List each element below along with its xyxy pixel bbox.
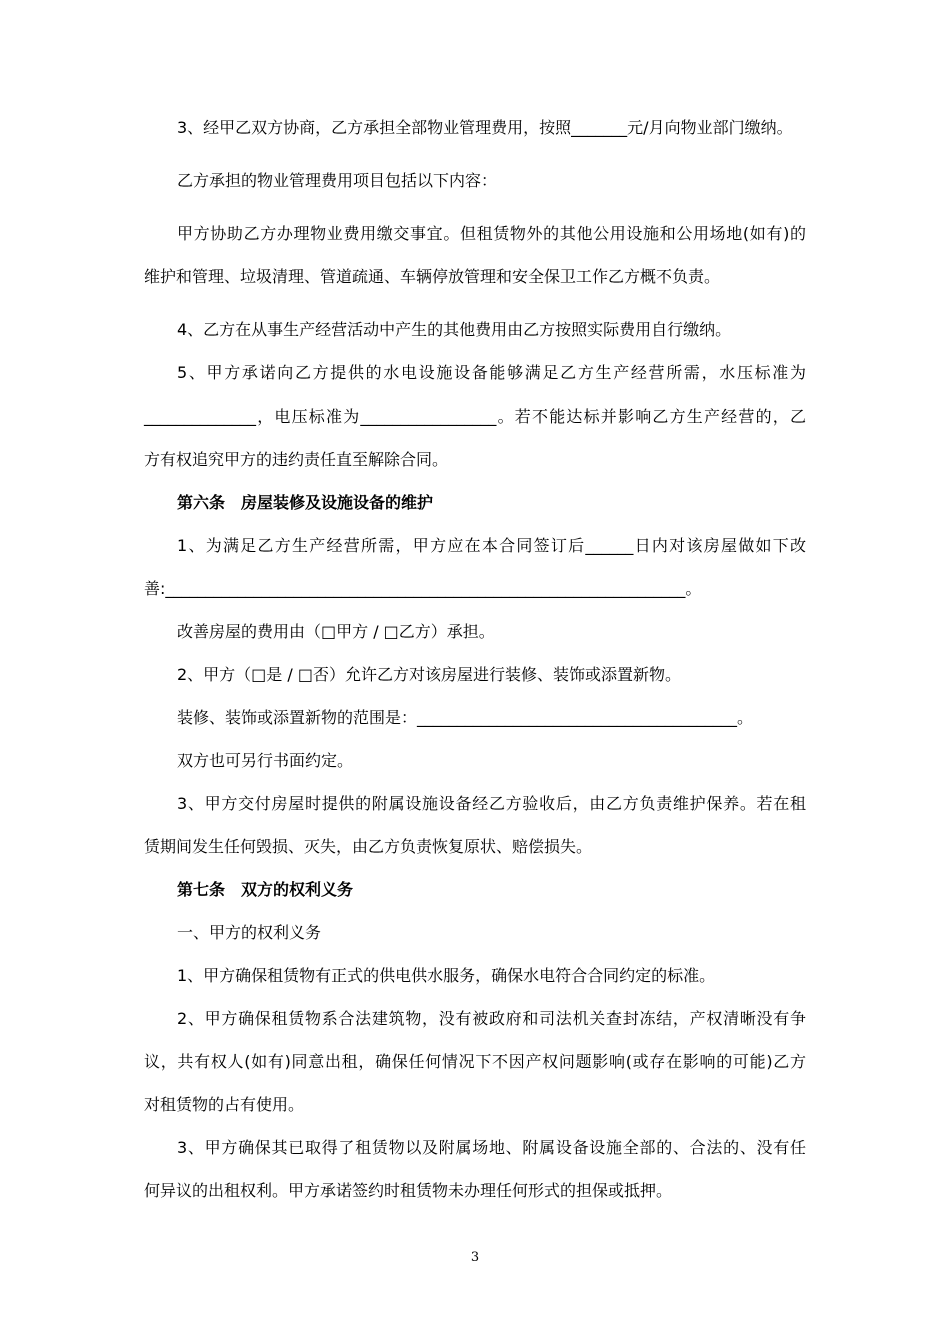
paragraph-legal-building-line1: 2、甲方确保租赁物系合法建筑物，没有被政府和司法机关查封冻结，产权清晰没有争: [177, 1009, 806, 1028]
paragraph-lease-right-line1: 3、甲方确保其已取得了租赁物以及附属场地、附属设备设施全部的、合法的、没有任: [177, 1138, 806, 1157]
paragraph-maintenance-line1: 3、甲方交付房屋时提供的附属设施设备经乙方验收后，由乙方负责维护保养。若在租: [177, 794, 806, 813]
paragraph-legal-building-line2: 议，共有权人(如有)同意出租，确保任何情况下不因产权问题影响(或存在影响的可能)乙方: [144, 1052, 806, 1071]
paragraph-written-agreement: 双方也可另行书面约定。: [177, 751, 354, 770]
paragraph-renovation-scope: 装修、装饰或添置新物的范围是：________________________________________。: [177, 708, 754, 727]
paragraph-maintenance-line2: 赁期间发生任何毁损、灭失，由乙方负责恢复原状、赔偿损失。: [144, 837, 593, 856]
heading-article-6: 第六条 房屋装修及设施设备的维护: [177, 493, 434, 512]
subheading-landlord-rights: 一、甲方的权利义务: [177, 923, 322, 942]
heading-article-7: 第七条 双方的权利义务: [177, 880, 354, 899]
paragraph-utilities-line1: 5、甲方承诺向乙方提供的水电设施设备能够满足乙方生产经营所需，水压标准为: [177, 363, 806, 382]
paragraph-other-fees: 4、乙方在从事生产经营活动中产生的其他费用由乙方按照实际费用自行缴纳。: [177, 320, 732, 339]
page-number: 3: [470, 1250, 480, 1265]
paragraph-improvement-line2: 善:_________________________________________________________________。: [144, 579, 702, 598]
paragraph-landlord-assist-line1: 甲方协助乙方办理物业费用缴交事宜。但租赁物外的其他公用设施和公用场地(如有)的: [177, 224, 806, 243]
paragraph-improvement-cost: 改善房屋的费用由（□甲方 / □乙方）承担。: [177, 622, 495, 641]
paragraph-legal-building-line3: 对租赁物的占有使用。: [144, 1095, 305, 1114]
paragraph-power-water: 1、甲方确保租赁物有正式的供电供水服务，确保水电符合合同约定的标准。: [177, 966, 716, 985]
paragraph-renovation-permission: 2、甲方（□是 / □否）允许乙方对该房屋进行装修、装饰或添置新物。: [177, 665, 681, 684]
paragraph-fee-items-intro: 乙方承担的物业管理费用项目包括以下内容：: [177, 171, 498, 190]
paragraph-improvement-line1: 1、为满足乙方生产经营所需，甲方应在本合同签订后______日内对该房屋做如下改: [177, 536, 806, 555]
paragraph-utilities-line3: 方有权追究甲方的违约责任直至解除合同。: [144, 450, 449, 469]
paragraph-property-fee: 3、经甲乙双方协商，乙方承担全部物业管理费用，按照_______元/月向物业部门缴纳。: [177, 118, 793, 137]
paragraph-utilities-line2: ______________，电压标准为_________________。若不能达标并影响乙方生产经营的，乙: [144, 407, 806, 426]
paragraph-lease-right-line2: 何异议的出租权利。甲方承诺签约时租赁物未办理任何形式的担保或抵押。: [144, 1181, 673, 1200]
paragraph-landlord-assist-line2: 维护和管理、垃圾清理、管道疏通、车辆停放管理和安全保卫工作乙方概不负责。: [144, 267, 721, 286]
